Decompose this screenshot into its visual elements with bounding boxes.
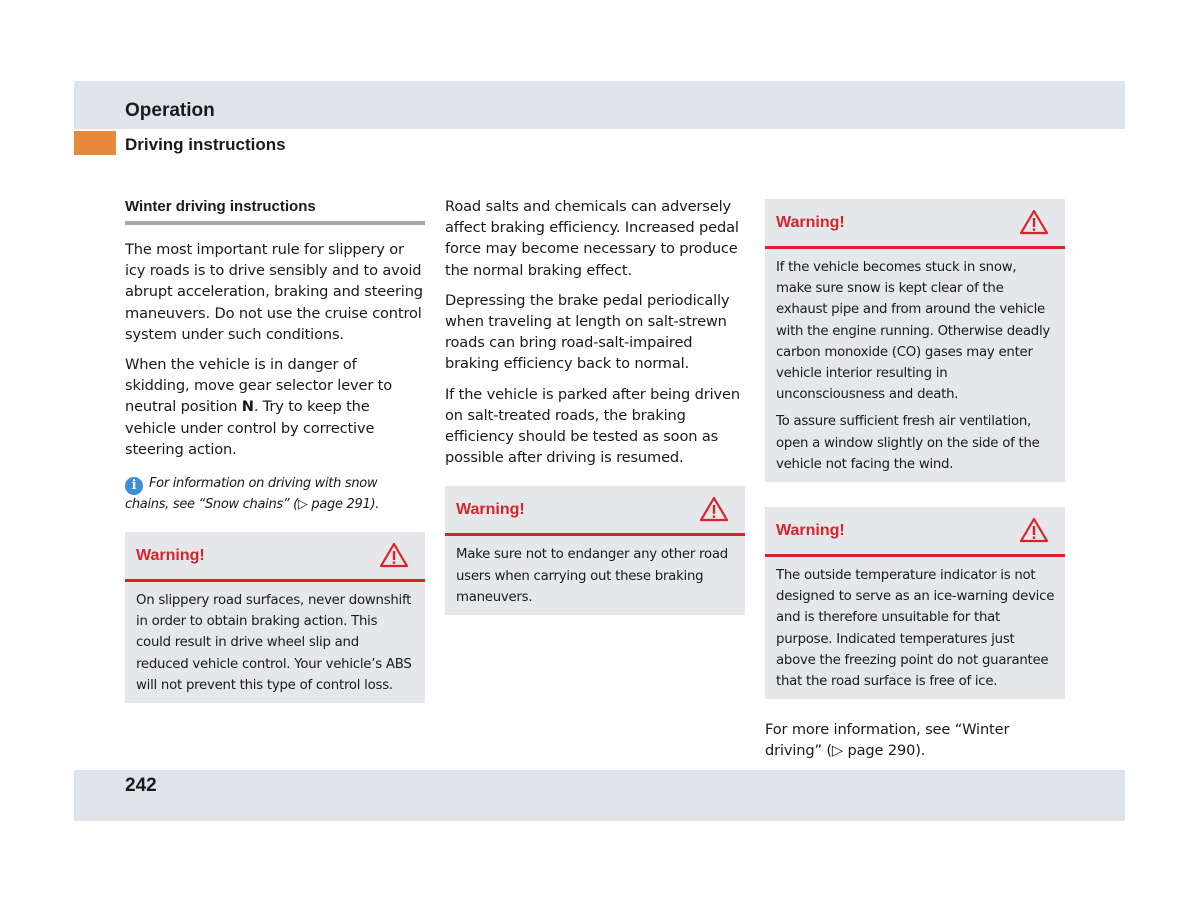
subsection-title: Driving instructions <box>125 135 286 154</box>
header-band <box>74 81 1125 129</box>
warning-triangle-icon <box>699 496 729 522</box>
paragraph-road-salts: Road salts and chemicals can adversely affect braking efficiency. Increased pedal force may become necessary to produce the normal braking effect. <box>445 198 739 279</box>
warning-label: Warning! <box>776 522 845 540</box>
warning-triangle-icon <box>1019 517 1049 543</box>
warning-body <box>765 249 1065 482</box>
footer-band <box>74 770 1125 821</box>
paragraph-parked-vehicle: If the vehicle is parked after being driven on salt-treated roads, the braking efficiency should be tested as soon as possible after driving is resumed. <box>445 385 740 467</box>
warning-label: Warning! <box>456 501 525 519</box>
text-fragment: . Try to keep the vehicle under control by corrective steering action. <box>125 398 375 458</box>
page-number: 242 <box>125 775 157 796</box>
info-note-snow-chains <box>125 474 425 514</box>
text-fragment: When the vehicle is in danger of skidding, move gear selector lever to neutral position <box>125 356 393 416</box>
column-left <box>125 197 425 703</box>
warning-text: The outside temperature indicator is not designed to serve as an ice-warning device and is therefore unsuitable for that purpose. Indicated temperatures just above the freezing point do not guarantee that the road surface is free of ice. <box>776 568 1055 690</box>
warning-text: Make sure not to endanger any other road users when carrying out these braking maneuvers. <box>456 547 728 605</box>
warning-triangle-icon <box>1019 209 1049 235</box>
warning-triangle-icon <box>379 542 409 568</box>
warning-header <box>445 486 745 536</box>
winter-driving-heading: Winter driving instructions <box>125 197 425 225</box>
section-title: Operation <box>125 100 215 121</box>
warning-box-temperature <box>765 507 1065 699</box>
warning-text: On slippery road surfaces, never downshift in order to obtain braking action. This could result in drive wheel slip and reduced vehicle control. Your vehicle’s ABS will not prevent this type of control loss. <box>136 593 412 693</box>
paragraph-brake-pedal: Depressing the brake pedal periodically when traveling at length on salt-strewn roads can bring road-salt-impaired braking efficiency back to normal. <box>445 291 730 373</box>
warning-text: If the vehicle becomes stuck in snow, make sure snow is kept clear of the exhaust pipe and from around the vehicle with the engine running. Otherwise deadly carbon monoxide (CO) gases may enter vehicle interior resulting in unconsciousness and death. <box>776 260 1051 403</box>
column-middle <box>445 196 745 615</box>
warning-header <box>765 199 1065 249</box>
paragraph-slippery-roads: The most important rule for slippery or icy roads is to drive sensibly and to avoid abrupt acceleration, braking and steering maneuvers. Do not use the cruise control system under such conditions. <box>125 241 423 343</box>
paragraph-skidding <box>125 354 425 460</box>
paragraph-more-information[interactable]: For more information, see “Winter driving” (▷ page 290). <box>765 721 1010 760</box>
warning-header <box>765 507 1065 557</box>
warning-label: Warning! <box>136 547 205 565</box>
info-note-text[interactable]: For information on driving with snow chains, see “Snow chains” (▷ page 291). <box>125 476 380 513</box>
warning-text: To assure sufficient fresh air ventilation, open a window slightly on the side of the vehicle not facing the wind. <box>776 414 1040 472</box>
warning-box-braking <box>445 486 745 615</box>
warning-header <box>125 532 425 582</box>
warning-box-stuck-in-snow <box>765 199 1065 482</box>
warning-body <box>125 582 425 703</box>
gear-position-neutral: N <box>241 398 254 416</box>
info-icon: i <box>125 477 143 495</box>
warning-body <box>445 536 745 615</box>
warning-box-downshift <box>125 532 425 703</box>
warning-body <box>765 557 1065 699</box>
warning-label: Warning! <box>776 214 845 231</box>
section-marker-tab <box>74 131 116 155</box>
column-right <box>765 199 1065 771</box>
